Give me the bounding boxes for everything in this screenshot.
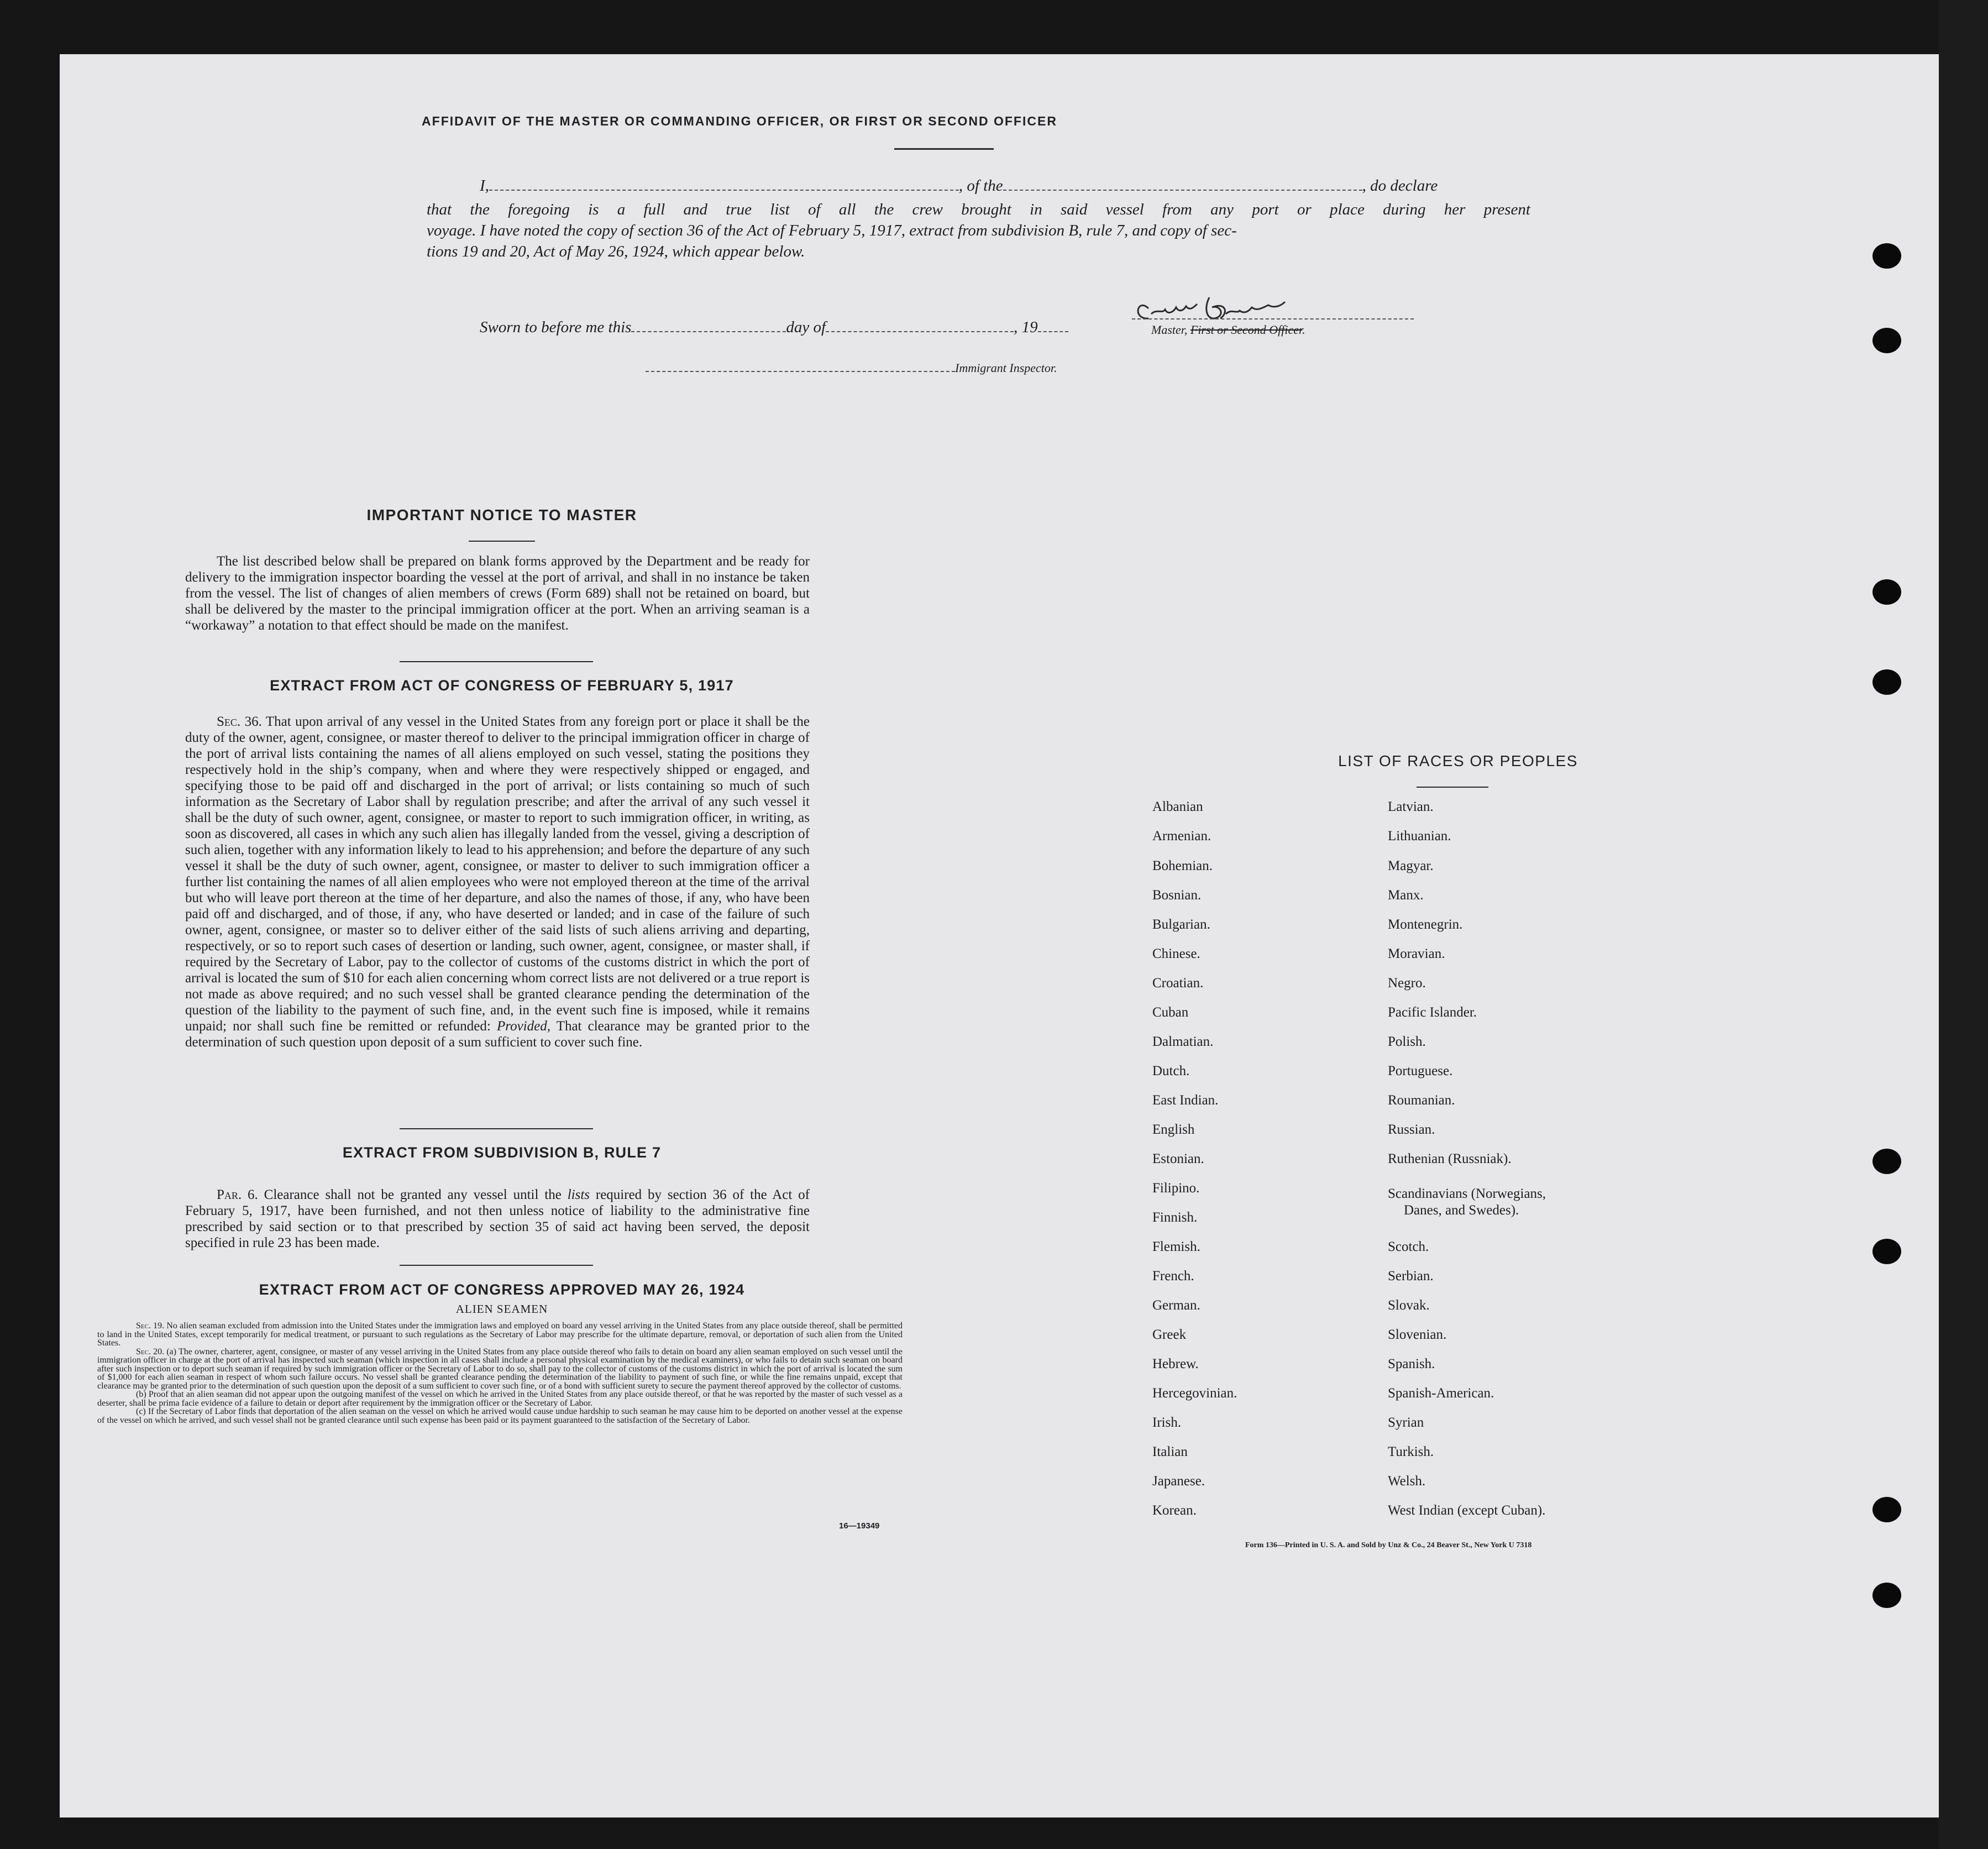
extract-1917-title: EXTRACT FROM ACT OF CONGRESS OF FEBRUARY 5, 1917 xyxy=(270,677,734,694)
race-right-item: Scandinavians (Norwegians, xyxy=(1388,1186,1546,1201)
race-right-item: Syrian xyxy=(1388,1415,1424,1430)
vessel-blank xyxy=(1003,180,1362,191)
race-left-item: Hercegovinian. xyxy=(1152,1386,1237,1401)
race-right-item: Scotch. xyxy=(1388,1239,1429,1254)
sworn-day-blank xyxy=(631,321,786,332)
sec-20c: (c) If the Secretary of Labor finds that deportation of the alien seaman on the vessel on which he arrived would cause undue hardship to such seaman he may cause him to be deported on another vessel at the expense of the vessel on which he arrived, and such vessel shall not be granted clearance until such expense has been paid or its payment guaranteed to the satisfaction of the Secretary of Labor. xyxy=(97,1407,903,1425)
notice-title: IMPORTANT NOTICE TO MASTER xyxy=(366,506,637,523)
race-right-item: Slovenian. xyxy=(1388,1327,1447,1342)
race-right-item: Roumanian. xyxy=(1388,1093,1455,1108)
affidavit-i-label: I, xyxy=(480,177,489,195)
race-right-item: Manx. xyxy=(1388,888,1424,903)
race-left-item: Albanian xyxy=(1152,799,1203,814)
binder-hole xyxy=(1872,1149,1901,1174)
extract-1924-title: EXTRACT FROM ACT OF CONGRESS APPROVED MAY 26, 1924 xyxy=(259,1281,745,1298)
printer-footer: Form 136—Printed in U. S. A. and Sold by Unz & Co., 24 Beaver St., New York U 7318 xyxy=(1245,1541,1532,1549)
sec-36-label: Sec. 36. xyxy=(217,714,262,729)
race-left-item: Italian xyxy=(1152,1444,1188,1459)
scan-border xyxy=(1939,0,1988,1849)
sworn-line: Sworn to before me this day of , 19 xyxy=(480,318,1068,337)
race-right-item: Spanish-American. xyxy=(1388,1386,1494,1401)
rule-7-title: EXTRACT FROM SUBDIVISION B, RULE 7 xyxy=(342,1144,662,1161)
race-right-item: Slovak. xyxy=(1388,1298,1430,1313)
extract-1924-text xyxy=(97,1322,903,1424)
race-right-item: Moravian. xyxy=(1388,946,1445,961)
race-left-item: Irish. xyxy=(1152,1415,1182,1430)
race-left-item: Chinese. xyxy=(1152,946,1200,961)
sec-19: Sec. 19. No alien seaman excluded from admission into the United States under the immigration laws and employed on board any vessel arriving in the United States from any place outside thereof, shall be permitted to land in the United States, except temporarily for medical treatment, or pursuant to such regulations as the Secretary of Labor may prescribe for the ultimate departure, removal, or deportation of such alien from the United States. xyxy=(97,1321,903,1348)
race-right-item: Portuguese. xyxy=(1388,1064,1453,1078)
race-left-item: Cuban xyxy=(1152,1005,1189,1020)
binder-hole xyxy=(1872,669,1901,695)
race-left-item: Filipino. xyxy=(1152,1181,1200,1196)
document-page xyxy=(60,54,1939,1817)
sworn-year-blank xyxy=(1038,321,1068,332)
affidavit-title: AFFIDAVIT OF THE MASTER OR COMMANDING OFFICER, OR FIRST OR SECOND OFFICER xyxy=(422,114,1057,128)
sworn-month-blank xyxy=(826,321,1014,332)
race-right-item: Latvian. xyxy=(1388,799,1434,814)
inspector-blank xyxy=(646,361,955,372)
affidavit-declare-label: , do declare xyxy=(1362,177,1438,195)
race-left-item: Dutch. xyxy=(1152,1064,1190,1078)
race-left-item: French. xyxy=(1152,1269,1194,1284)
race-left-item: Bulgarian. xyxy=(1152,917,1210,932)
binder-hole xyxy=(1872,1497,1901,1522)
race-right-item: Serbian. xyxy=(1388,1269,1434,1284)
struck-officer-text: First or Second Officer xyxy=(1190,323,1303,337)
binder-hole xyxy=(1872,1583,1901,1608)
race-right-item: Turkish. xyxy=(1388,1444,1434,1459)
race-left-item: Flemish. xyxy=(1152,1239,1200,1254)
race-left-item: Croatian. xyxy=(1152,976,1204,991)
sec-36-proviso: That clearance may be granted prior to the determination of such question upon deposit of a sum sufficient to cover such fine. xyxy=(185,1019,810,1050)
affidavit-line-3: voyage. I have noted the copy of section 36 of the Act of February 5, 1917, extract from subdivision B, rule 7, and copy of sec- xyxy=(427,222,1237,239)
affidavit-declaration-line xyxy=(480,177,1530,195)
race-left-item: Finnish. xyxy=(1152,1210,1198,1225)
inspector-line: Immigrant Inspector. xyxy=(646,361,1057,375)
binder-hole xyxy=(1872,579,1901,605)
race-right-item: Pacific Islander. xyxy=(1388,1005,1477,1020)
name-blank xyxy=(489,180,959,191)
binder-hole xyxy=(1872,328,1901,353)
race-right-item: Lithuanian. xyxy=(1388,829,1451,844)
sec-36-body: That upon arrival of any vessel in the United States from any foreign port or place it shall be the duty of the owner, agent, consignee, or master thereof to deliver to the principal immigration officer in charge of the port of arrival lists containing the names of all aliens employed on such vessel, stating the positions they respectively hold in the ship’s company, when and where they were respectively shipped or engaged, and specifying those to be paid off and discharged in the port of arrival; or lists containing so much of such information as the Secretary of Labor shall by regulation prescribe; and after the arrival of any such vessel it shall be the duty of such owner, agent, consignee, or master to report to such immigration officer, in writing, as soon as discovered, all cases in which any such alien has illegally landed from the vessel, giving a description of such alien, together with any information likely to lead to his apprehension; and before the departure of any such vessel it shall be the duty of such owner, agent, consignee, or master to deliver to such immigration officer a further list containing the names of all alien employees who were not employed thereon at the time of the arrival but who will leave port thereon at the time of her departure, and also the names of those, if any, who have been paid off and discharged, and of those, if any, who have deserted or landed; and in case of the failure of such owner, agent, consignee, or master so to deliver either of the said lists of such aliens arriving and departing, respectively, or so to report such cases of desertion or landing, such owner, agent, consignee, or master shall, if required by the Secretary of Labor, pay to the collector of customs of the customs district in which the port of arrival is located the sum of $10 for each alien concerning whom correct lists are not delivered or a true report is not made as above required; and no such vessel shall be granted clearance pending the determination of the question of the liability to the payment of such fine, and, in the event such fine is imposed, while it remains unpaid; nor shall such fine be remitted or refunded: xyxy=(185,714,810,1034)
race-left-item: Armenian. xyxy=(1152,829,1211,844)
race-left-item: Korean. xyxy=(1152,1503,1197,1518)
race-left-item: Estonian. xyxy=(1152,1151,1204,1166)
race-right-item: Polish. xyxy=(1388,1034,1426,1049)
section-divider-2 xyxy=(400,1128,593,1129)
race-right-item: Russian. xyxy=(1388,1122,1435,1137)
races-title: LIST OF RACES OR PEOPLES xyxy=(1338,752,1578,769)
signature-caption: Master, First or Second Officer. xyxy=(1151,323,1305,337)
race-left-item: Japanese. xyxy=(1152,1474,1205,1489)
race-left-item: English xyxy=(1152,1122,1195,1137)
section-divider-1 xyxy=(400,661,593,662)
binder-hole xyxy=(1872,243,1901,269)
affidavit-line-2: that the foregoing is a full and true list of all the crew brought in said vessel from any port or place during her present xyxy=(427,201,1530,218)
alien-seamen-subtitle: ALIEN SEAMEN xyxy=(455,1302,548,1316)
race-right-item: Montenegrin. xyxy=(1388,917,1463,932)
extract-1917-text: Sec. 36. That upon arrival of any vessel in the United States from any foreign port or place it shall be the duty of the owner, agent, consignee, or master thereof to deliver to the principal immigration officer in charge of the port of arrival lists containing the names of all aliens employed on such vessel, stating the positions they respectively hold in the ship’s company, when and where they were respectively shipped or engaged, and specifying those to be paid off and discharged in the port of arrival; or lists containing so much of such information as the Secretary of Labor shall by regulation prescribe; and after the arrival of any such vessel it shall be the duty of such owner, agent, consignee, or master to report to such immigration officer, in writing, as soon as discovered, all cases in which any such alien has illegally landed from the vessel, giving a description of such alien, together with any information likely to lead to his apprehension; and before the departure of any such vessel it shall be the duty of such owner, agent, consignee, or master to deliver to such immigration officer a further list containing the names of all alien employees who were not employed thereon at the time of the arrival but who will leave port thereon at the time of her departure, and also the names of those, if any, who have been paid off and discharged, and of those, if any, who have deserted or landed; and in case of the failure of such owner, agent, consignee, or master so to deliver either of the said lists of such aliens arriving and departing, respectively, or so to report such cases of desertion or landing, such owner, agent, consignee, or master shall, if required by the Secretary of Labor, pay to the collector of customs of the customs district in which the port of arrival is located the sum of $10 for each alien concerning whom correct lists are not delivered or a true report is not made as above required; and no such vessel shall be granted clearance pending the determination of the question of the liability to the payment of such fine, and, in the event such fine is imposed, while it remains unpaid; nor shall such fine be remitted or refunded: Provided, That clearance may be granted prior to the determination of such question upon deposit of a sum sufficient to cover such fine. xyxy=(185,714,810,1050)
race-right-item: Negro. xyxy=(1388,976,1426,991)
race-left-item: Bosnian. xyxy=(1152,888,1202,903)
race-right-item: Magyar. xyxy=(1388,858,1434,873)
sec-20a: Sec. 20. (a) The owner, charterer, agent, consignee, or master of any vessel arriving in the United States from any place outside thereof who fails to detain on board any alien seaman employed on such vessel until the immigration officer in charge at the port of arrival has inspected such seaman (which inspection in all cases shall include a personal physical examination by the medical examiners), or who fails to detain such seaman on board after such inspection or to deport such seaman if required by such immigration officer or the Secretary of Labor to do so, shall pay to the collector of customs of the customs district in which the port of arrival is located the sum of $1,000 for each alien seaman in respect of whom such failure occurs. No vessel shall be granted clearance pending the determination of the liability to payment of such fine, or while the fine remains unpaid, except that clearance may be granted prior to the determination of such question upon the deposit of a sum sufficient to cover such fine, or of a bond with sufficient surety to secure the payment thereof approved by the collector of customs. xyxy=(97,1347,903,1391)
race-left-item: East Indian. xyxy=(1152,1093,1219,1108)
form-code: 16—19349 xyxy=(839,1521,880,1531)
signature-line xyxy=(1132,308,1414,319)
affidavit-line-4: tions 19 and 20, Act of May 26, 1924, which appear below. xyxy=(427,243,805,260)
sec-20b: (b) Proof that an alien seaman did not appear upon the outgoing manifest of the vessel on which he arrived in the United States from any place outside thereof, or that he was reported by the master of such vessel as a deserter, shall be prima facie evidence of a failure to detain or deport after requirement by the immigration officer or the Secretary of Labor. xyxy=(97,1390,903,1408)
race-right-item: Welsh. xyxy=(1388,1474,1426,1489)
rule-7-text: Par. 6. Clearance shall not be granted any vessel until the lists required by section 36 of the Act of February 5, 1917, have been furnished, and not then unless notice of liability to the administrative fine prescribed by said section or to that prescribed by section 35 of said act having been served, the deposit specified in rule 23 has been made. xyxy=(185,1187,810,1250)
race-right-item: West Indian (except Cuban). xyxy=(1388,1503,1546,1518)
race-left-item: Dalmatian. xyxy=(1152,1034,1214,1049)
race-right-item: Ruthenian (Russniak). xyxy=(1388,1151,1512,1166)
races-underline xyxy=(1417,787,1488,788)
title-underline xyxy=(894,148,994,150)
race-left-item: German. xyxy=(1152,1298,1200,1313)
affidavit-of-the-label: , of the xyxy=(958,177,1003,195)
race-left-item: Hebrew. xyxy=(1152,1356,1199,1371)
race-right-item-continued: Danes, and Swedes). xyxy=(1404,1203,1519,1218)
race-right-item: Spanish. xyxy=(1388,1356,1435,1371)
notice-text: The list described below shall be prepared on blank forms approved by the Department and be ready for delivery to the immigration inspector boarding the vessel at the port of arrival, and shall in no instance be taken from the vessel. The list of changes of alien members of crews (Form 689) shall not be retained on board, but shall be delivered by the master to the principal immigration officer at the port. When an arriving seaman is a “workaway” a notation to that effect should be made on the manifest. xyxy=(185,554,810,633)
binder-hole xyxy=(1872,1239,1901,1264)
race-left-item: Greek xyxy=(1152,1327,1187,1342)
section-divider-3 xyxy=(400,1265,593,1266)
race-left-item: Bohemian. xyxy=(1152,858,1213,873)
notice-underline xyxy=(469,541,535,542)
